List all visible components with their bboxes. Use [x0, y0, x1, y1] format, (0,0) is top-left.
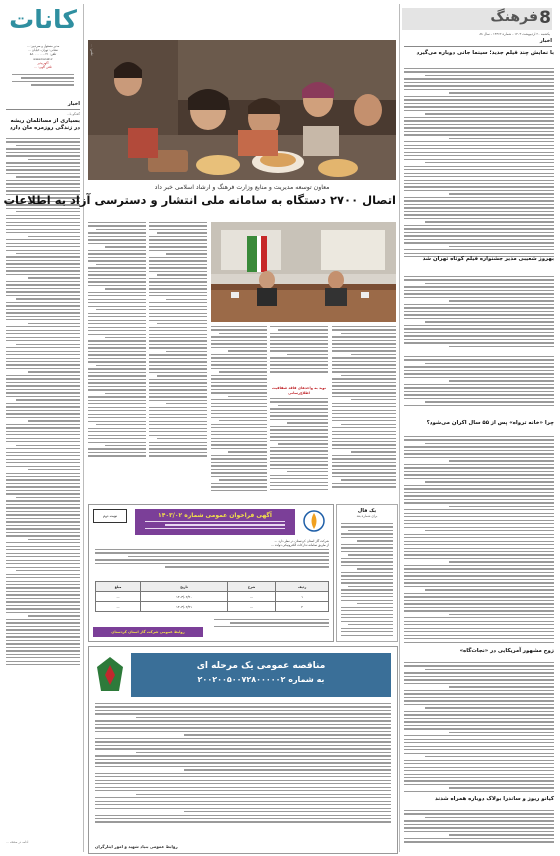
foundation-logo-icon — [95, 655, 125, 695]
lead-story-head — [3, 183, 396, 217]
ad1-cell: ۲ — [276, 602, 329, 612]
left-story-headline: بسیاری از مسائلمان ریشه در زندگی روزمره مان دارد — [9, 118, 80, 131]
ad1-title: آگهی فراخوان عمومی شماره ۱۴۰۳/۰۲ — [158, 512, 272, 519]
ad2-title-band — [131, 653, 391, 697]
gas-company-logo-icon — [299, 509, 329, 535]
brand-contact-line: مدیر مسئول و سردبیر: ... — [26, 44, 60, 48]
brand-highlight-line: آگهی‌پذیر — [37, 60, 49, 65]
ad1-footer-band — [93, 627, 203, 637]
brand-contact — [6, 44, 80, 69]
left-news-label: اخبار — [67, 101, 80, 107]
ad1-cell: ۱ — [276, 592, 329, 602]
ad-tender-gas — [88, 504, 334, 642]
ad2-title-line2: به شماره ۲۰۰۲۰۰۵۰۰۷۲۸۰۰۰۰۰۲ — [197, 675, 325, 684]
lead-story-kicker: معاون توسعه مدیریت و منابع وزارت فرهنگ و ارشاد اسلامی خبر داد — [154, 184, 330, 191]
conference-photo — [211, 222, 396, 322]
ad2-footer: روابط عمومی بنیاد شهید و امور ایثارگران — [95, 844, 178, 849]
ad1-table — [95, 581, 329, 612]
daily-box-subtitle: برای شماره بعد — [356, 514, 378, 518]
daily-box-title: یک فال — [357, 508, 377, 514]
ad1-logo — [299, 509, 329, 535]
right-story1-headline: با نمایش چند فیلم جدید؛ سینما جانی دوباره می‌گیرد — [416, 50, 554, 56]
ad1-cell: ... — [228, 602, 276, 612]
ad1-table-header: مبلغ — [96, 582, 141, 592]
brand-highlight-line: تلفن آگهی: ... — [34, 65, 52, 70]
ad2-logo — [95, 655, 125, 695]
left-news-tab — [6, 101, 80, 110]
brand-contact-line: تلفن: ۰۲۱-۸۸۰۰۰۰۰۰ — [29, 52, 57, 57]
brand-block — [6, 4, 80, 96]
ad1-footer: روابط عمومی شرکت گاز استان کردستان — [111, 630, 185, 634]
right-story2-headline: بهروز شعیبی مدیر جشنواره فیلم کوتاه تهران شد — [422, 256, 554, 262]
ad1-body-line: از طریق سامانه تدارکات الکترونیکی دولت ... — [270, 543, 329, 548]
page-number: 8 — [539, 8, 551, 28]
lead-story-subhead: نوید به واحدهای فاقد شفافیت اطلاع‌رسانی — [271, 386, 327, 395]
left-story-continued: ادامه در صفحه ... — [6, 840, 29, 844]
brand-logo: کانات — [9, 5, 77, 34]
meeting-photo — [211, 222, 396, 322]
ad1-table-header: تاریخ — [141, 582, 228, 592]
ad1-cell: ۱۴۰۳/۰۲/۲۱ — [141, 602, 228, 612]
lead-story-headline: اتصال ۲۷۰۰ دستگاه به سامانه ملی انتشار و دسترسی آزاد به اطلاعات — [3, 193, 396, 207]
children-food-photo — [88, 40, 396, 180]
daily-box — [336, 504, 398, 642]
news-tab-label: اخبار — [539, 38, 552, 44]
section-tab — [404, 38, 552, 47]
lead-photo — [88, 40, 396, 180]
masthead — [402, 8, 552, 34]
ad1-table-header: شرح — [228, 582, 276, 592]
right-story4-headline: زوج مشهور آمریکایی در «نجات‌گاه» — [459, 648, 554, 654]
ad1-table-header: ردیف — [276, 582, 329, 592]
brand-contact-line: نشانی: تهران، خیابان ... — [28, 48, 58, 53]
section-title: فرهنگ — [490, 9, 538, 25]
ad1-body-line: شرکت گاز استان کردستان در نظر دارد ... — [274, 539, 329, 543]
table-row — [96, 592, 329, 602]
brand-contact-line: www.kanat.ir — [33, 56, 53, 61]
right-column — [404, 50, 554, 852]
photo-credit: عکس: ... — [90, 44, 94, 57]
ad1-cell: ۱۴۰۳/۰۲/۲۰ — [141, 592, 228, 602]
left-story — [6, 112, 80, 852]
ad1-cell: ... — [228, 592, 276, 602]
ad1-badge-text: نوبت دوم — [102, 514, 118, 518]
ad1-cell: ... — [96, 592, 141, 602]
right-story3-headline: چرا «خانه ترواه» پس از ۵۵ سال اکران می‌شود؟ — [426, 420, 554, 426]
table-row — [96, 602, 329, 612]
ad1-cell: ... — [96, 602, 141, 612]
ad2-title-line1: مناقصه عمومی یک مرحله ای — [196, 661, 326, 671]
left-story-kicker: گفتگو با... — [66, 112, 80, 116]
ad-tender-foundation — [88, 646, 398, 854]
issue-line: یکشنبه ۲۰ اردیبهشت ۱۴۰۳ - شماره ۱۴۳۶۲ - سال ۸۸ — [479, 32, 550, 36]
right-story5-headline: کیانو ریوز و ساندرا بولاک دوباره همراه شدند — [435, 796, 554, 802]
ad1-badge — [93, 509, 127, 523]
ad1-title-band — [135, 509, 295, 535]
